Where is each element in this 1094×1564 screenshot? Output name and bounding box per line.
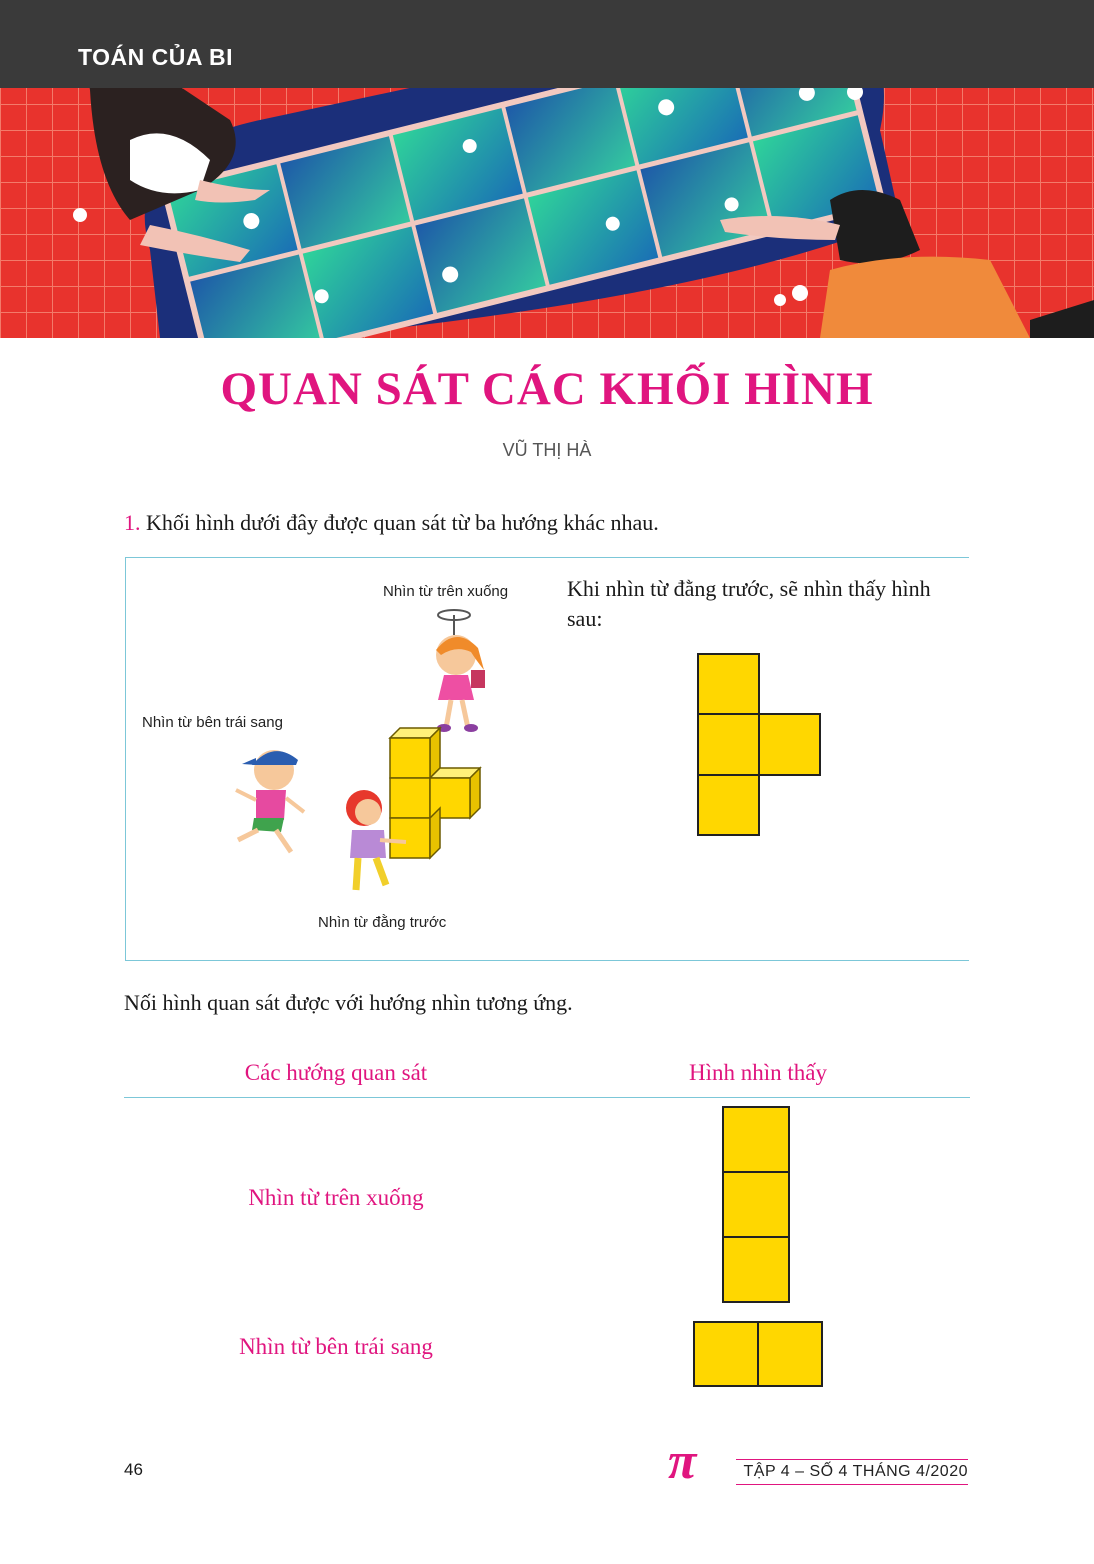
article-title: QUAN SÁT CÁC KHỐI HÌNH (220, 363, 874, 415)
column-header-views: Hình nhìn thấy (689, 1060, 827, 1085)
article-author: VŨ THỊ HÀ (502, 440, 592, 460)
header-rule (124, 1097, 970, 1098)
view-option-horizontal[interactable] (692, 1320, 826, 1390)
problem-text: Khối hình dưới đây được quan sát từ ba hướng khác nhau. (140, 510, 659, 535)
direction-left[interactable]: Nhìn từ bên trái sang (239, 1334, 433, 1359)
problem-1-statement (124, 510, 659, 536)
problem-number: 1. (124, 510, 141, 535)
page-number: 46 (124, 1460, 143, 1479)
issue-label: TẬP 4 – SỐ 4 THÁNG 4/2020 (736, 1459, 968, 1485)
label-view-top: Nhìn từ trên xuống (383, 583, 509, 600)
scene-illustration (126, 560, 556, 960)
label-view-left: Nhìn từ bên trái sang (142, 714, 283, 731)
block-3d (390, 728, 480, 858)
column-header-directions: Các hướng quan sát (244, 1060, 428, 1085)
kid-left-icon (236, 750, 304, 852)
front-view-description: Khi nhìn từ đằng trước, sẽ nhìn thấy hình sau: (567, 576, 931, 631)
pi-logo-icon: π (668, 1433, 697, 1490)
section-label: TOÁN CỦA BI (78, 44, 233, 70)
matching-instruction: Nối hình quan sát được với hướng nhìn tương ứng. (124, 990, 573, 1015)
kid-top-icon (436, 610, 485, 732)
direction-top[interactable]: Nhìn từ trên xuống (248, 1185, 424, 1210)
front-view-figure (696, 652, 824, 838)
label-view-front: Nhìn từ đằng trước (318, 914, 447, 931)
view-option-vertical[interactable] (721, 1105, 793, 1307)
